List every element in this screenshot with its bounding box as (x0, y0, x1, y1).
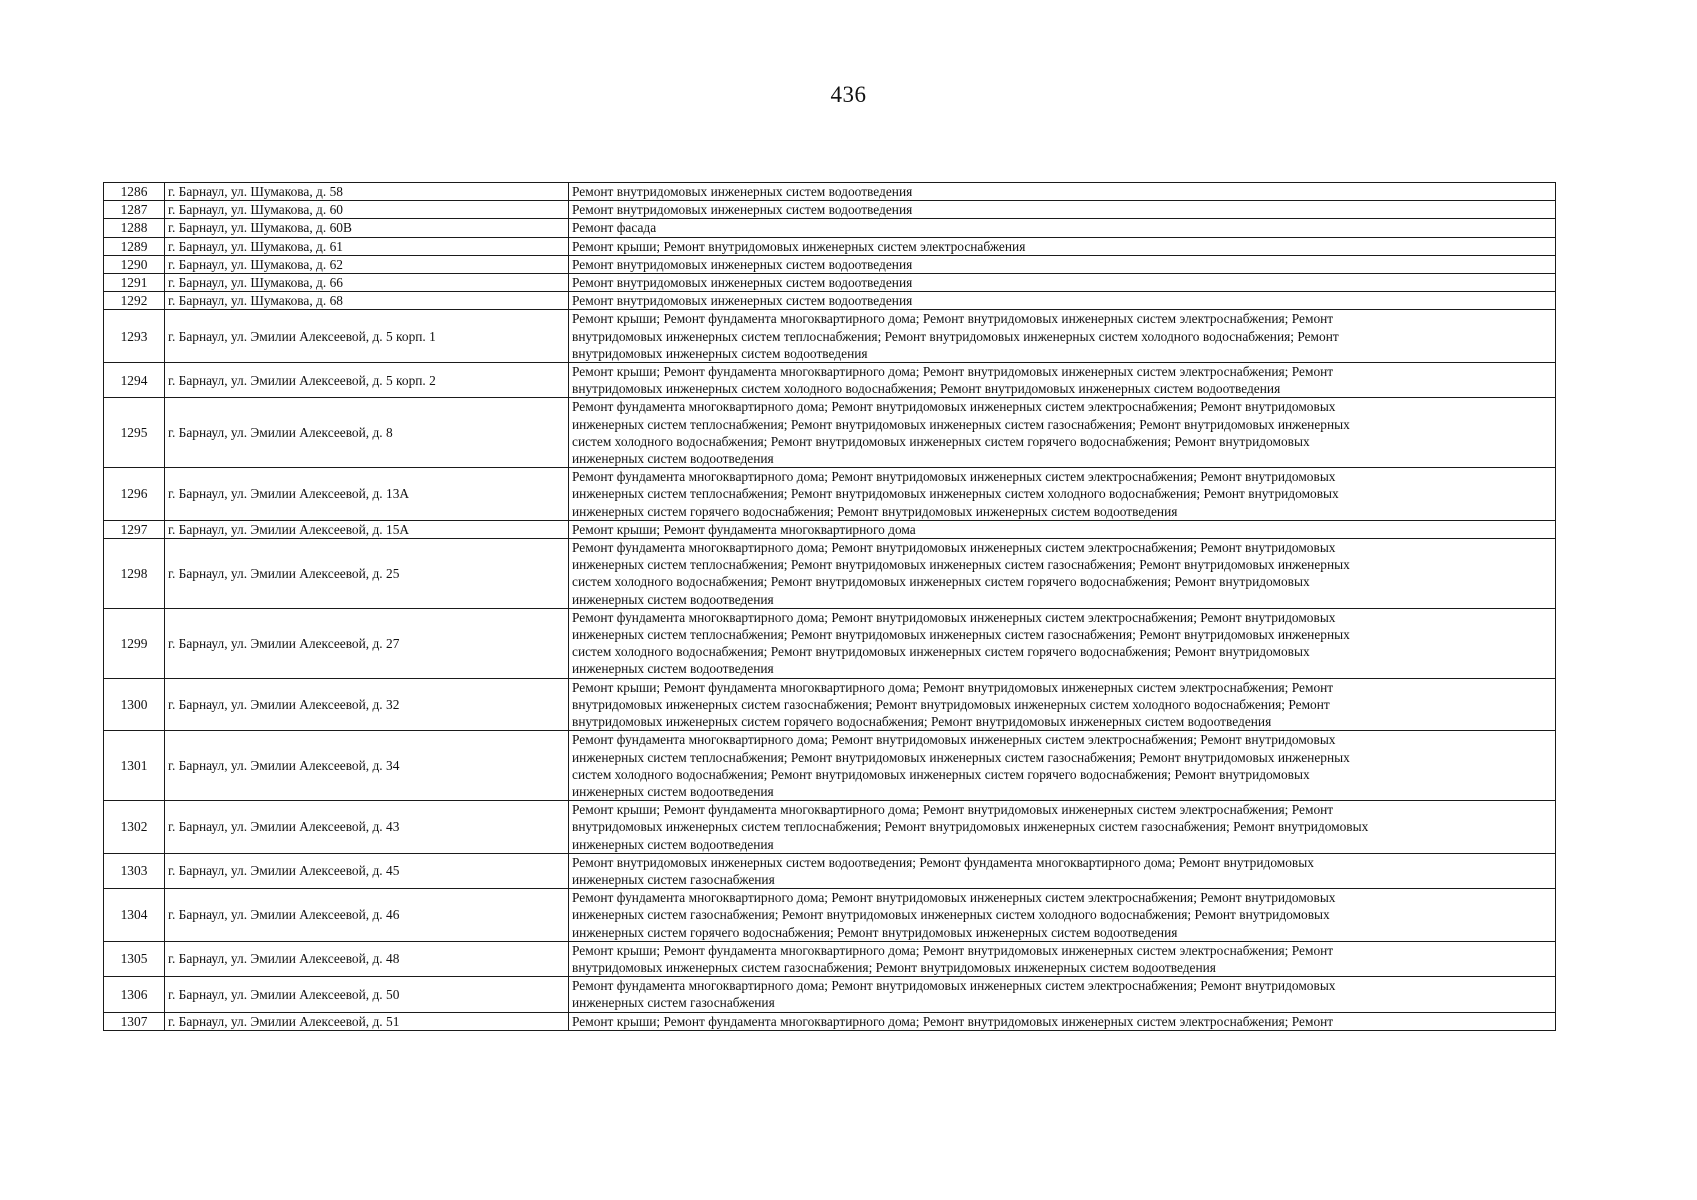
work-types-cell (569, 1012, 1556, 1030)
address-cell: г. Барнаул, ул. Шумакова, д. 60 (165, 201, 569, 219)
work-types-line: инженерных систем теплоснабжения; Ремонт внутридомовых инженерных систем газоснабжения; Ремонт внутридомовых инженерных (572, 557, 1350, 573)
table-row (104, 678, 1556, 731)
address-cell: г. Барнаул, ул. Эмилии Алексеевой, д. 8 (165, 398, 569, 468)
work-types-line: систем холодного водоснабжения; Ремонт внутридомовых инженерных систем горячего водоснабжения; Ремонт внутридомовых (572, 766, 1310, 782)
work-types-line: Ремонт фасада (572, 220, 657, 236)
address-cell: г. Барнаул, ул. Эмилии Алексеевой, д. 27 (165, 608, 569, 678)
work-types-line: инженерных систем теплоснабжения; Ремонт внутридомовых инженерных систем газоснабжения; Ремонт внутридомовых инженерных (572, 749, 1350, 765)
work-types-cell (569, 608, 1556, 678)
work-types-line: внутридомовых инженерных систем холодного водоснабжения; Ремонт внутридомовых инженерных систем водоотведения (572, 381, 1281, 397)
work-types-line: Ремонт фундамента многоквартирного дома; Ремонт внутридомовых инженерных систем электроснабжения; Ремонт внутридомовых (572, 732, 1336, 748)
work-types-line: внутридомовых инженерных систем водоотведения (572, 345, 868, 361)
row-number-cell: 1286 (104, 183, 165, 201)
row-number-cell: 1295 (104, 398, 165, 468)
work-types-line: инженерных систем горячего водоснабжения; Ремонт внутридомовых инженерных систем водоотведения (572, 503, 1178, 519)
address-cell: г. Барнаул, ул. Шумакова, д. 66 (165, 274, 569, 292)
row-number-cell: 1292 (104, 292, 165, 310)
table-row (104, 398, 1556, 468)
address-cell: г. Барнаул, ул. Эмилии Алексеевой, д. 5 корп. 1 (165, 310, 569, 363)
repair-registry-table (103, 182, 1556, 1031)
registry-table-body (104, 183, 1556, 1031)
address-cell: г. Барнаул, ул. Эмилии Алексеевой, д. 46 (165, 889, 569, 942)
address-cell: г. Барнаул, ул. Шумакова, д. 58 (165, 183, 569, 201)
work-types-line: инженерных систем теплоснабжения; Ремонт внутридомовых инженерных систем холодного водоснабжения; Ремонт внутридомовых (572, 486, 1339, 502)
work-types-line: Ремонт крыши; Ремонт фундамента многоквартирного дома; Ремонт внутридомовых инженерных систем электроснабжения; Ремонт (572, 311, 1334, 327)
work-types-cell (569, 363, 1556, 398)
address-cell: г. Барнаул, ул. Эмилии Алексеевой, д. 5 корп. 2 (165, 363, 569, 398)
work-types-cell (569, 237, 1556, 255)
table-row (104, 363, 1556, 398)
work-types-line: инженерных систем водоотведения (572, 836, 774, 852)
row-number-cell: 1306 (104, 977, 165, 1012)
work-types-line: инженерных систем газоснабжения; Ремонт внутридомовых инженерных систем холодного водоснабжения; Ремонт внутридомовых (572, 907, 1330, 923)
address-cell: г. Барнаул, ул. Эмилии Алексеевой, д. 45 (165, 853, 569, 888)
row-number-cell: 1289 (104, 237, 165, 255)
work-types-cell (569, 292, 1556, 310)
row-number-cell: 1299 (104, 608, 165, 678)
row-number-cell: 1300 (104, 678, 165, 731)
address-cell: г. Барнаул, ул. Эмилии Алексеевой, д. 43 (165, 801, 569, 854)
table-row (104, 889, 1556, 942)
work-types-line: Ремонт внутридомовых инженерных систем водоотведения; Ремонт фундамента многоквартирного дома; Ремонт внутридомовых (572, 854, 1314, 870)
work-types-line: внутридомовых инженерных систем газоснабжения; Ремонт внутридомовых инженерных систем холодного водоснабжения; Ремонт (572, 696, 1330, 712)
work-types-line: внутридомовых инженерных систем газоснабжения; Ремонт внутридомовых инженерных систем водоотведения (572, 959, 1216, 975)
row-number-cell: 1288 (104, 219, 165, 237)
table-row (104, 201, 1556, 219)
work-types-line: систем холодного водоснабжения; Ремонт внутридомовых инженерных систем горячего водоснабжения; Ремонт внутридомовых (572, 644, 1310, 660)
address-cell: г. Барнаул, ул. Шумакова, д. 60В (165, 219, 569, 237)
row-number-cell: 1298 (104, 539, 165, 609)
table-row (104, 1012, 1556, 1030)
address-cell: г. Барнаул, ул. Эмилии Алексеевой, д. 51 (165, 1012, 569, 1030)
work-types-cell (569, 678, 1556, 731)
address-cell: г. Барнаул, ул. Эмилии Алексеевой, д. 34 (165, 731, 569, 801)
work-types-cell (569, 219, 1556, 237)
row-number-cell: 1303 (104, 853, 165, 888)
work-types-cell (569, 853, 1556, 888)
work-types-cell (569, 801, 1556, 854)
work-types-line: внутридомовых инженерных систем теплоснабжения; Ремонт внутридомовых инженерных систем холодного водоснабжения; Ремонт (572, 328, 1339, 344)
work-types-cell (569, 889, 1556, 942)
row-number-cell: 1287 (104, 201, 165, 219)
table-row (104, 520, 1556, 538)
work-types-line: инженерных систем теплоснабжения; Ремонт внутридомовых инженерных систем газоснабжения; Ремонт внутридомовых инженерных (572, 627, 1350, 643)
work-types-line: внутридомовых инженерных систем теплоснабжения; Ремонт внутридомовых инженерных систем газоснабжения; Ремонт внутридомовых (572, 819, 1369, 835)
table-row (104, 853, 1556, 888)
address-cell: г. Барнаул, ул. Эмилии Алексеевой, д. 32 (165, 678, 569, 731)
work-types-cell (569, 183, 1556, 201)
work-types-line: Ремонт внутридомовых инженерных систем водоотведения (572, 184, 913, 199)
work-types-cell (569, 977, 1556, 1012)
address-cell: г. Барнаул, ул. Эмилии Алексеевой, д. 13А (165, 468, 569, 521)
table-row (104, 977, 1556, 1012)
work-types-line: систем холодного водоснабжения; Ремонт внутридомовых инженерных систем горячего водоснабжения; Ремонт внутридомовых (572, 433, 1310, 449)
work-types-line: инженерных систем водоотведения (572, 783, 774, 799)
table-row (104, 292, 1556, 310)
work-types-line: Ремонт крыши; Ремонт фундамента многоквартирного дома; Ремонт внутридомовых инженерных систем электроснабжения; Ремонт (572, 1013, 1334, 1029)
work-types-line: инженерных систем водоотведения (572, 591, 774, 607)
work-types-line: Ремонт фундамента многоквартирного дома; Ремонт внутридомовых инженерных систем электроснабжения; Ремонт внутридомовых (572, 609, 1336, 625)
address-cell: г. Барнаул, ул. Шумакова, д. 61 (165, 237, 569, 255)
row-number-cell: 1305 (104, 941, 165, 976)
table-row (104, 468, 1556, 521)
table-row (104, 941, 1556, 976)
table-row (104, 801, 1556, 854)
table-row (104, 731, 1556, 801)
row-number-cell: 1294 (104, 363, 165, 398)
work-types-cell (569, 255, 1556, 273)
address-cell: г. Барнаул, ул. Эмилии Алексеевой, д. 25 (165, 539, 569, 609)
work-types-line: инженерных систем водоотведения (572, 451, 774, 467)
work-types-cell (569, 274, 1556, 292)
row-number-cell: 1297 (104, 520, 165, 538)
row-number-cell: 1291 (104, 274, 165, 292)
work-types-line: Ремонт крыши; Ремонт фундамента многоквартирного дома (572, 521, 916, 537)
address-cell: г. Барнаул, ул. Эмилии Алексеевой, д. 50 (165, 977, 569, 1012)
address-cell: г. Барнаул, ул. Эмилии Алексеевой, д. 48 (165, 941, 569, 976)
work-types-line: Ремонт крыши; Ремонт фундамента многоквартирного дома; Ремонт внутридомовых инженерных систем электроснабжения; Ремонт (572, 679, 1334, 695)
work-types-line: инженерных систем горячего водоснабжения; Ремонт внутридомовых инженерных систем водоотведения (572, 924, 1178, 940)
work-types-line: инженерных систем теплоснабжения; Ремонт внутридомовых инженерных систем газоснабжения; Ремонт внутридомовых инженерных (572, 416, 1350, 432)
work-types-line: инженерных систем водоотведения (572, 661, 774, 677)
work-types-line: Ремонт крыши; Ремонт фундамента многоквартирного дома; Ремонт внутридомовых инженерных систем электроснабжения; Ремонт (572, 364, 1334, 380)
row-number-cell: 1304 (104, 889, 165, 942)
address-cell: г. Барнаул, ул. Эмилии Алексеевой, д. 15А (165, 520, 569, 538)
work-types-line: внутридомовых инженерных систем горячего водоснабжения; Ремонт внутридомовых инженерных систем водоотведения (572, 714, 1272, 730)
work-types-line: Ремонт внутридомовых инженерных систем водоотведения (572, 293, 913, 309)
work-types-line: Ремонт крыши; Ремонт внутридомовых инженерных систем электроснабжения (572, 238, 1026, 254)
address-cell: г. Барнаул, ул. Шумакова, д. 62 (165, 255, 569, 273)
work-types-line: Ремонт фундамента многоквартирного дома; Ремонт внутридомовых инженерных систем электроснабжения; Ремонт внутридомовых (572, 890, 1336, 906)
work-types-line: Ремонт фундамента многоквартирного дома; Ремонт внутридомовых инженерных систем электроснабжения; Ремонт внутридомовых (572, 399, 1336, 415)
work-types-line: Ремонт фундамента многоквартирного дома; Ремонт внутридомовых инженерных систем электроснабжения; Ремонт внутридомовых (572, 469, 1336, 485)
work-types-line: Ремонт внутридомовых инженерных систем водоотведения (572, 275, 913, 291)
work-types-line: Ремонт фундамента многоквартирного дома; Ремонт внутридомовых инженерных систем электроснабжения; Ремонт внутридомовых (572, 978, 1336, 994)
table-row (104, 183, 1556, 201)
table-row (104, 310, 1556, 363)
work-types-line: Ремонт крыши; Ремонт фундамента многоквартирного дома; Ремонт внутридомовых инженерных систем электроснабжения; Ремонт (572, 802, 1334, 818)
work-types-line: инженерных систем газоснабжения (572, 871, 775, 887)
row-number-cell: 1302 (104, 801, 165, 854)
work-types-cell (569, 398, 1556, 468)
work-types-line: систем холодного водоснабжения; Ремонт внутридомовых инженерных систем горячего водоснабжения; Ремонт внутридомовых (572, 574, 1310, 590)
row-number-cell: 1301 (104, 731, 165, 801)
address-cell: г. Барнаул, ул. Шумакова, д. 68 (165, 292, 569, 310)
work-types-line: Ремонт крыши; Ремонт фундамента многоквартирного дома; Ремонт внутридомовых инженерных систем электроснабжения; Ремонт (572, 942, 1334, 958)
row-number-cell: 1290 (104, 255, 165, 273)
table-row (104, 255, 1556, 273)
work-types-line: Ремонт фундамента многоквартирного дома; Ремонт внутридомовых инженерных систем электроснабжения; Ремонт внутридомовых (572, 540, 1336, 556)
row-number-cell: 1293 (104, 310, 165, 363)
table-row (104, 608, 1556, 678)
work-types-cell (569, 310, 1556, 363)
row-number-cell: 1307 (104, 1012, 165, 1030)
work-types-line: Ремонт внутридомовых инженерных систем водоотведения (572, 256, 913, 272)
work-types-line: Ремонт внутридомовых инженерных систем водоотведения (572, 202, 913, 218)
table-row (104, 539, 1556, 609)
table-row (104, 219, 1556, 237)
page-number: 436 (830, 82, 867, 107)
table-row (104, 237, 1556, 255)
work-types-cell (569, 468, 1556, 521)
work-types-cell (569, 520, 1556, 538)
work-types-cell (569, 731, 1556, 801)
row-number-cell: 1296 (104, 468, 165, 521)
work-types-cell (569, 941, 1556, 976)
table-row (104, 274, 1556, 292)
work-types-line: инженерных систем газоснабжения (572, 995, 775, 1011)
work-types-cell (569, 201, 1556, 219)
work-types-cell (569, 539, 1556, 609)
